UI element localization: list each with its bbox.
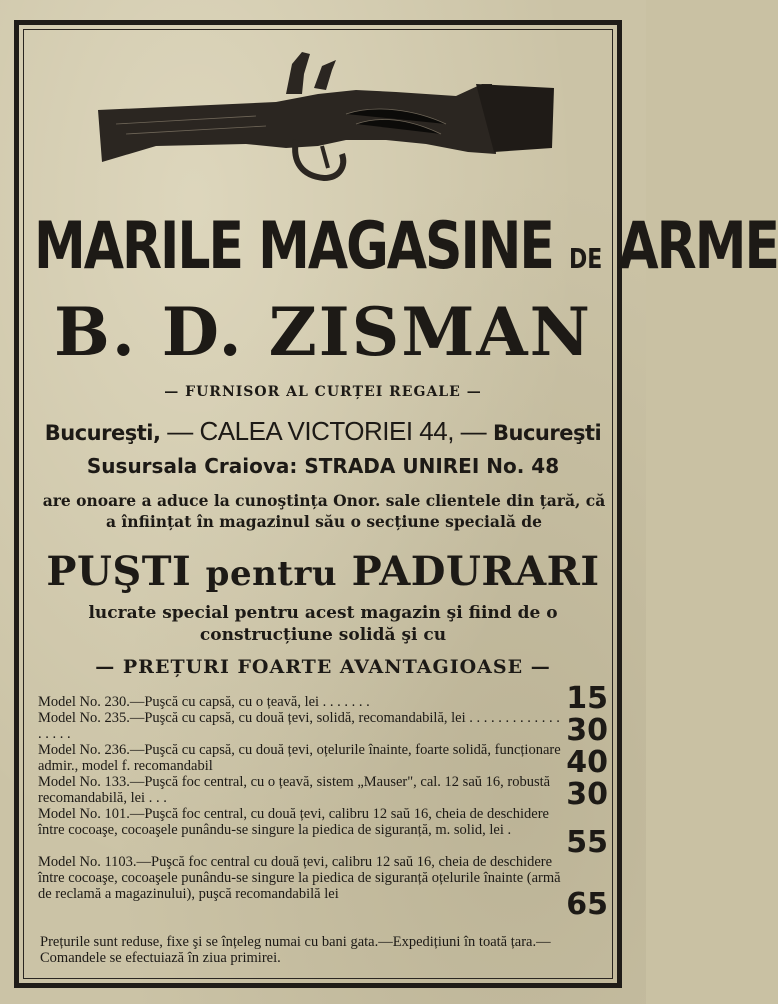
store-title	[34, 208, 778, 299]
headline-guns: PUŞTI	[46, 548, 192, 595]
address-line	[34, 416, 612, 447]
model-price: 55	[566, 825, 608, 860]
model-price: 30	[566, 713, 608, 748]
headline-for: pentru	[205, 554, 338, 594]
prices-heading: — PREȚURI FOARTE AVANTAGIOASE —	[95, 656, 551, 678]
model-row	[38, 681, 612, 716]
branch-line: Susursala Craiova: STRADA UNIREI No. 48	[86, 454, 560, 478]
headline-foresters: PADURARI	[351, 548, 600, 595]
model-description: Model No. 230.—Puşcă cu capsă, cu o țeavă, lei . . . . . . .	[38, 694, 370, 710]
address-city-left: Bucureşti,	[44, 421, 161, 445]
address-city-right: Bucureşti	[493, 421, 602, 445]
address-street: — CALEA VICTORIEI 44, —	[167, 416, 487, 446]
model-description: Model No. 101.—Puşcă foc central, cu două țevi, calibru 12 saŭ 16, cheia de deschidere între cocoaşe, cocoaşele punându-se singure la piedica de siguranță, m. solid, lei .	[38, 806, 549, 838]
model-row	[38, 710, 612, 748]
intro-paragraph: are onoare a aduce la cunoştința Onor. sale clientele din țară, că a înființat în magazinul său o secțiune specială de	[42, 491, 606, 531]
model-price: 65	[566, 887, 608, 922]
headline	[34, 548, 612, 598]
owner-name: B. D. ZISMAN	[54, 293, 592, 371]
description-paragraph: lucrate special pentru acest magazin şi fiind de o construcțiune solidă şi cu	[88, 603, 558, 645]
royal-supplier-line: — FURNISOR AL CURȚEI REGALE —	[164, 384, 482, 400]
model-description: Model No. 133.—Puşcă foc central, cu o țeavă, sistem „Mauser", cal. 12 saŭ 16, robustă recomandabilă, lei . . .	[38, 774, 551, 806]
model-price: 30	[566, 777, 608, 812]
title-part-de: DE	[569, 244, 603, 276]
model-price: 40	[566, 745, 608, 780]
model-price: 15	[566, 681, 608, 716]
footer-note: Prețurile sunt reduse, fixe şi se înțeleg numai cu bani gata.—Expedițiuni în toată țara.—Comandele se efectuiază în ziua primirei.	[40, 934, 551, 966]
model-row	[38, 774, 612, 812]
model-price-list	[38, 681, 612, 922]
model-description: Model No. 236.—Puşcă cu capsă, cu două țevi, oțelurile înainte, foarte solidă, funcționare admir., model f. recomandabil	[38, 742, 561, 774]
model-row	[38, 742, 612, 780]
title-part-magazine: MARILE MAGASINE	[34, 209, 553, 285]
model-description: Model No. 1103.—Puşcă foc central cu două țevi, calibru 12 saŭ 16, cheia de deschidere între cocoaşe, cocoaşele punându-se singure la piedica de siguranță oțelurile înainte (armă de reclamă a magazinului), puşcă recomandabilă lei	[38, 854, 561, 902]
model-row	[38, 854, 612, 922]
model-description: Model No. 235.—Puşcă cu capsă, cu două țevi, solidă, recomandabilă, lei . . . . . . . . . . . . . . . . . .	[38, 710, 560, 742]
rifle-illustration	[96, 44, 558, 194]
title-part-arms: ARME	[618, 209, 778, 285]
model-row	[38, 806, 612, 860]
